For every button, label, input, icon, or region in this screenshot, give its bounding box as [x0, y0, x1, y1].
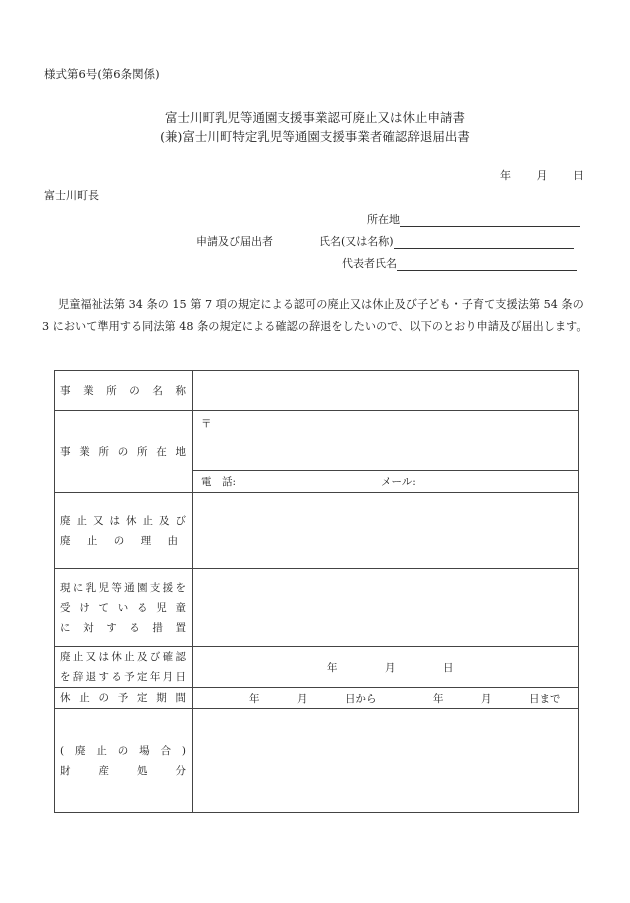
table-row: [55, 493, 579, 569]
business-address-field[interactable]: [193, 411, 579, 471]
suspension-period-units: [193, 691, 578, 706]
representative-row: [342, 255, 577, 271]
period-to-day: 日まで: [529, 692, 561, 705]
representative-label: 代表者氏名: [342, 257, 397, 270]
form-number: 様式第6号(第6条関係): [44, 67, 160, 81]
property-disposal-label: (廃止の場合) 財産処分: [55, 709, 193, 813]
date-line: [500, 167, 584, 183]
withdrawal-date-label: 廃止又は休止及び確認 を辞退する予定年月日: [55, 647, 193, 688]
period-from-year: 年: [249, 692, 260, 705]
table-row: [55, 569, 579, 647]
business-name-field[interactable]: [193, 371, 579, 411]
withdrawal-year: 年: [327, 661, 338, 674]
date-year: 年: [500, 169, 511, 182]
business-address-label: 事業所の所在地: [55, 411, 193, 493]
table-row: [55, 411, 579, 471]
name-row: [319, 233, 574, 249]
withdrawal-day: 日: [443, 661, 454, 674]
date-month: 月: [536, 169, 548, 182]
addressee: 富士川町長: [44, 189, 99, 202]
name-label: 氏名(又は名称): [319, 235, 394, 248]
date-day: 日: [573, 169, 584, 182]
business-name-label: 事業所の名称: [55, 371, 193, 411]
table-row: [55, 371, 579, 411]
form-subtitle: (兼)富士川町特定乳児等通園支援事業者確認辞退届出書: [160, 129, 470, 144]
period-to-year: 年: [433, 692, 444, 705]
period-from-month: 月: [297, 692, 308, 705]
body-text: 児童福祉法第 34 条の 15 第 7 項の規定による認可の廃止又は休止及び子ども・子育て支援法第 54 条の 3 において準用する同法第 48 条の規定による確認の辞退をしたいので、以下のとおり申請及び届出します。: [42, 298, 588, 333]
postal-mark: 〒: [201, 418, 212, 430]
table-row: [55, 688, 579, 709]
withdrawal-date-units: [193, 660, 578, 675]
suspension-period-label: 休止の予定期間: [55, 688, 193, 709]
application-table: [54, 370, 579, 813]
phone-label: 電 話:: [201, 476, 237, 488]
measures-label: 現に乳児等通園支援を 受けている児童 に対する措置: [55, 569, 193, 647]
representative-field[interactable]: [397, 257, 577, 271]
address-field[interactable]: [400, 213, 580, 227]
period-from-day: 日から: [345, 692, 377, 705]
name-field[interactable]: [394, 235, 574, 249]
property-disposal-field[interactable]: [193, 709, 579, 813]
measures-field[interactable]: [193, 569, 579, 647]
period-to-month: 月: [481, 692, 492, 705]
contact-line: [193, 474, 578, 489]
contact-row: [193, 471, 579, 493]
table-row: [55, 647, 579, 688]
suspension-period-field[interactable]: [193, 688, 579, 709]
withdrawal-date-field[interactable]: [193, 647, 579, 688]
reason-label: 廃止又は休止及び 廃止の理由: [55, 493, 193, 569]
address-label: 所在地: [367, 213, 400, 226]
address-row: [367, 211, 580, 227]
table-row: [55, 709, 579, 813]
reason-field[interactable]: [193, 493, 579, 569]
mail-label: メール:: [381, 476, 416, 488]
form-title: 富士川町乳児等通園支援事業認可廃止又は休止申請書: [164, 110, 465, 125]
withdrawal-month: 月: [385, 661, 396, 674]
applicant-role: 申請及び届出者: [196, 235, 273, 248]
